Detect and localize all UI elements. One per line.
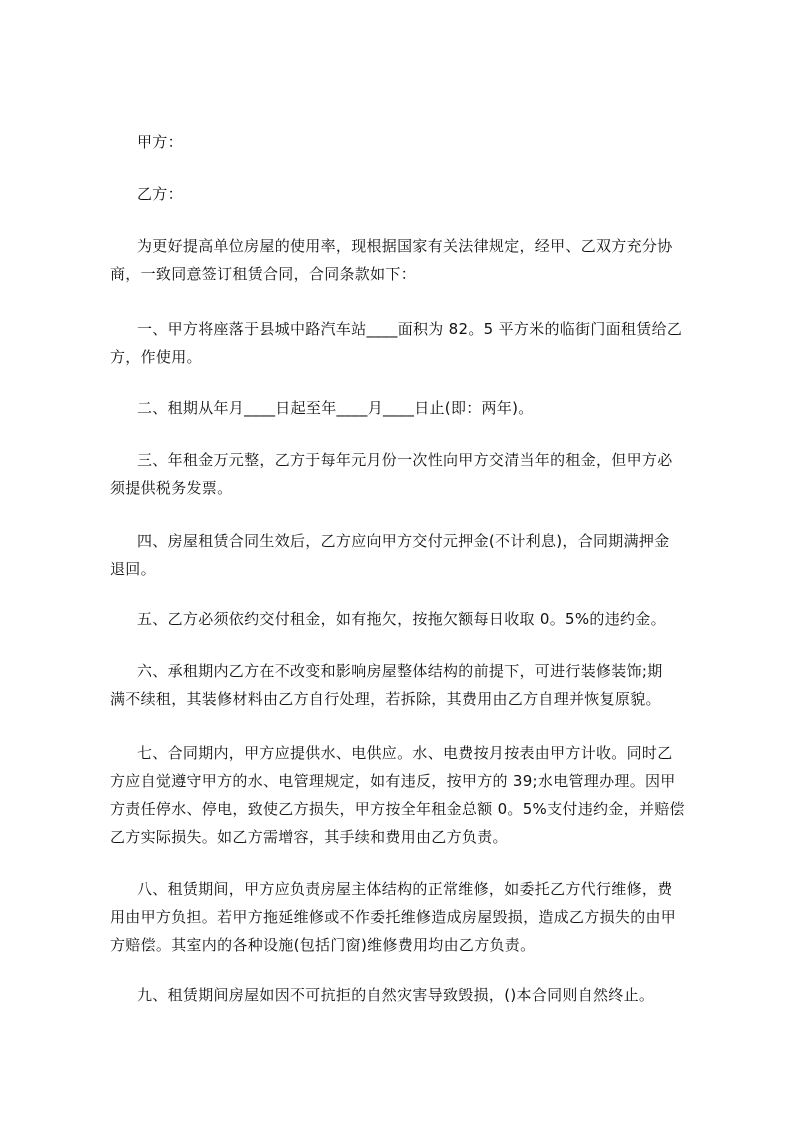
text-line: 方责任停水、停电，致使乙方损失，甲方按全年租金总额 0。5%支付违约金，并赔偿 — [110, 800, 685, 818]
text-line: 乙方实际损失。如乙方需增容，其手续和费用由乙方负责。 — [110, 828, 508, 846]
text-line: 方，作使用。 — [110, 348, 202, 366]
text-line: 九、租赁期间房屋如因不可抗拒的自然灾害导致毁损，()本合同则自然终止。 — [137, 986, 655, 1004]
text-line: 方应自觉遵守甲方的水、电管理规定，如有违反，按甲方的 39;水电管理办理。因甲 — [110, 772, 676, 790]
text-line: 为更好提高单位房屋的使用率，现根据国家有关法律规定，经甲、乙双方充分协 — [137, 237, 673, 255]
party-b-label: 乙方： — [137, 185, 183, 203]
clause-9 — [110, 981, 700, 1009]
text-line: 满不续租，其装修材料由乙方自行处理，若拆除，其费用由乙方自理并恢复原貌。 — [110, 690, 661, 708]
text-line: 六、承租期内乙方在不改变和影响房屋整体结构的前提下，可进行装修装饰;期 — [137, 662, 663, 680]
text-line: 用由甲方负担。若甲方拖延维修或不作委托维修造成房屋毁损，造成乙方损失的由甲 — [110, 908, 677, 926]
text-line: 方赔偿。其室内的各种设施(包括门窗)维修费用均由乙方负责。 — [110, 936, 536, 954]
clause-6 — [110, 657, 700, 713]
text-line: 八、租赁期间，甲方应负责房屋主体结构的正常维修，如委托乙方代行维修，费 — [137, 880, 673, 898]
text-line: 须提供税务发票。 — [110, 479, 233, 497]
text-line: 四、房屋租赁合同生效后，乙方应向甲方交付元押金(不计利息)，合同期满押金 — [137, 532, 670, 550]
text-line: 一、甲方将座落于县城中路汽车站____面积为 82。5 平方米的临街门面租赁给乙 — [137, 320, 683, 338]
text-line: 七、合同期内，甲方应提供水、电供应。水、电费按月按表由甲方计收。同时乙 — [137, 744, 673, 762]
clause-5 — [110, 605, 700, 633]
text-line: 二、租期从年月____日起至年____月____日止(即：两年)。 — [137, 399, 534, 417]
text-line: 三、年租金万元整，乙方于每年元月份一次性向甲方交清当年的租金，但甲方必 — [137, 451, 673, 469]
clause-4 — [110, 527, 700, 583]
text-line: 商，一致同意签订租赁合同，合同条款如下： — [110, 265, 417, 283]
clause-2 — [110, 394, 700, 422]
clause-8 — [110, 875, 700, 959]
clause-3 — [110, 446, 700, 502]
text-line: 退回。 — [110, 560, 156, 578]
party-a-line — [110, 128, 700, 156]
text-line: 五、乙方必须依约交付租金，如有拖欠，按拖欠额每日收取 0。5%的违约金。 — [137, 610, 666, 628]
party-b-line — [110, 180, 700, 208]
preamble-paragraph — [110, 232, 700, 288]
clause-7 — [110, 739, 700, 851]
party-a-label: 甲方： — [137, 133, 183, 151]
clause-1 — [110, 315, 700, 371]
